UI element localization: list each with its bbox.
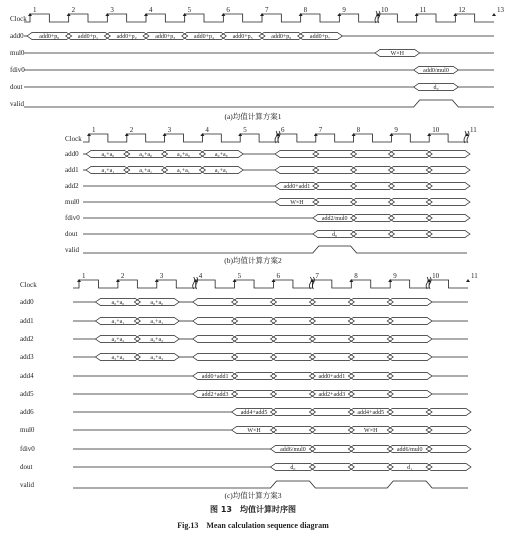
rising-edge-arrow [415,13,419,16]
rising-edge-arrow [314,133,318,136]
clock-tick-label: 6 [281,126,285,134]
bus-value: add2+add3 [318,392,346,398]
bus-value: add0+p₇ [309,34,331,40]
bus-segment [309,318,354,325]
bus-segment [348,391,393,398]
valid-waveform [83,246,467,253]
bus-segment [271,409,316,416]
bus-value: d₁ [407,465,413,471]
signal-label-mul0: mul0 [65,198,80,206]
bus-segment [271,299,316,306]
clock-tick-label: 11 [471,272,478,280]
signal-label-add0: add0 [65,150,79,158]
bus-segment [232,336,277,343]
bus-segment [387,354,432,361]
signal-label-add6: add6 [20,408,34,416]
bus-value: add0+p₆ [271,34,292,40]
bus-segment [309,299,354,306]
signal-label-add1: add1 [20,317,34,325]
signal-label-mul0: mul0 [10,49,25,57]
bus-segment [348,318,393,325]
clock-tick-label: 5 [237,272,242,280]
signal-label-add2: add2 [65,182,79,190]
clock-tick-label: 8 [354,272,358,280]
bus-value: add0+p₁ [77,34,99,40]
clock-tick-label: 5 [187,6,192,14]
bus-segment [348,354,393,361]
bus-segment [271,373,316,380]
signal-label-add0: add0 [20,298,34,306]
bus-segment [426,427,471,434]
bus-value: a₀+a₀ [150,300,164,306]
bus-value: a₀+a₀ [139,152,153,158]
bus-value: a₀+a₀ [111,300,125,306]
clock-tick-label: 2 [71,6,76,14]
bus-segment [271,336,316,343]
bus-value: a₃+a₃ [150,355,164,361]
clock-tick-label: 4 [149,6,153,14]
bus-value: add6/mul0 [280,447,306,453]
figure-caption-en: Fig.13 Mean calculation sequence diagram [177,521,329,530]
bus-segment [387,391,432,398]
figure-caption-cn: 图 13 均值计算时序图 [210,505,296,514]
clock-tick-label: 6 [276,272,280,280]
rising-edge-arrow [427,133,431,136]
signal-label-fdiv0: fdiv0 [65,214,80,222]
signal-label-add4: add4 [20,372,34,380]
bus-segment [426,409,471,416]
rising-edge-arrow [260,13,264,16]
clock-waveform [24,14,494,22]
clock-label: Clock [10,15,27,23]
signal-label-add0: add0 [10,32,24,40]
bus-value: W×H [390,51,405,57]
bus-value: a₂+a₂ [111,337,125,343]
bus-value: a₀+a₀ [101,152,115,158]
rising-edge-arrow [349,279,353,282]
time-break-mark [464,131,466,143]
clock-tick-label: 4 [205,126,209,134]
timing-diagram-c [20,272,478,489]
rising-edge-arrow [299,13,303,16]
clock-tick-label: 6 [226,6,230,14]
clock-tick-label: 11 [470,126,477,134]
bus-segment [309,427,354,434]
bus-value: add2/mul0 [321,216,348,222]
bus-value: add0/mul0 [423,68,449,74]
signal-label-add5: add5 [20,390,34,398]
rising-edge-arrow [272,279,276,282]
bus-segment [309,409,354,416]
clock-tick-label: 4 [198,272,203,280]
bus-value: a₃+a₃ [111,355,125,361]
signal-label-valid: valid [10,100,24,108]
signal-label-dout: dout [10,83,23,91]
bus-value: add6/mul0 [396,447,423,453]
bus-value: a₁+a₁ [101,168,115,174]
clock-tick-label: 10 [432,126,440,134]
clock-tick-label: 7 [265,6,269,14]
rising-edge-arrow [183,13,187,16]
bus-value: add0+add1 [201,374,229,380]
rising-edge-arrow [200,133,204,136]
bus-value: add4+add5 [357,410,385,416]
bus-segment [348,446,393,453]
time-break-mark [375,11,377,23]
rising-edge-arrow [144,13,148,16]
bus-segment [309,446,354,453]
clock-tick-label: 12 [458,6,466,14]
signal-label-add1: add1 [65,166,79,174]
clock-tick-label: 3 [159,272,164,280]
timing-diagram-b [65,126,477,254]
bus-segment [387,373,432,380]
signal-label-fdiv0: fdiv0 [10,66,25,74]
clock-tick-label: 8 [356,126,361,134]
signal-label-fdiv0: fdiv0 [20,445,35,453]
bus-segment [387,409,432,416]
bus-segment [232,299,277,306]
bus-segment [193,318,238,325]
clock-tick-label: 9 [342,6,346,14]
rising-edge-arrow [389,133,393,136]
clock-tick-label: 3 [110,6,114,14]
clock-tick-label: 7 [318,126,323,134]
clock-tick-label: 7 [315,272,319,280]
signal-label-dout: dout [20,463,33,471]
bus-segment [232,391,277,398]
rising-edge-arrow [492,13,496,16]
bus-value: a₀+a₀ [214,152,228,158]
time-break-mark [275,131,277,143]
clock-tick-label: 2 [120,272,125,280]
bus-segment [309,336,354,343]
bus-segment [193,299,238,306]
rising-edge-arrow [77,279,81,282]
clock-tick-label: 10 [432,272,440,280]
signal-label-add3: add3 [20,353,34,361]
rising-edge-arrow [125,133,129,136]
rising-edge-arrow [67,13,71,16]
bus-segment [232,318,277,325]
bus-segment [387,336,432,343]
signal-label-dout: dout [65,230,78,238]
bus-value: add0+p₄ [193,34,215,40]
bus-segment [271,354,316,361]
rising-edge-arrow [221,13,225,16]
bus-segment [387,299,432,306]
bus-value: a₁+a₁ [150,319,164,325]
bus-value: d₀ [290,465,296,471]
time-break-mark [426,277,428,289]
bus-value: a₁+a₁ [177,168,190,174]
clock-tick-label: 11 [419,6,427,14]
rising-edge-arrow [352,133,356,136]
rising-edge-arrow [388,279,392,282]
valid-waveform [73,481,468,488]
bus-segment [348,336,393,343]
signal-label-valid: valid [65,246,79,254]
bus-segment [271,318,316,325]
bus-segment [232,354,277,361]
valid-waveform [24,100,494,107]
bus-value: W×H [247,428,261,434]
bus-segment [348,299,393,306]
bus-segment [348,373,393,380]
bus-value: a₁+a₁ [139,168,153,174]
bus-value: d₀ [433,85,439,91]
bus-value: d₀ [332,232,338,238]
rising-edge-arrow [453,13,457,16]
bus-segment [232,373,277,380]
bus-value: add0+p₅ [232,34,253,40]
clock-tick-label: 1 [82,272,86,280]
clock-tick-label: 10 [381,6,388,14]
bus-value: a₁+a₁ [214,168,228,174]
rising-edge-arrow [238,133,242,136]
signal-label-valid: valid [20,481,34,489]
clock-label: Clock [20,281,37,289]
clock-tick-label: 1 [33,6,37,14]
clock-tick-label: 9 [394,126,398,134]
bus-value: a₁+a₁ [111,319,125,325]
bus-segment [387,318,432,325]
clock-tick-label: 8 [303,6,308,14]
caption-a: (a)均值计算方案1 [224,112,282,121]
bus-value: W×H [364,428,378,434]
time-break-mark [193,277,195,289]
time-break-mark [309,277,311,289]
signal-label-add2: add2 [20,335,34,343]
clock-waveform [73,280,468,288]
bus-value: add0+p₂ [116,34,137,40]
bus-value: a₀+a₀ [177,152,190,158]
bus-value: add0+add1 [318,374,346,380]
bus-value: a₂+a₂ [150,337,164,343]
bus-segment [271,391,316,398]
rising-edge-arrow [337,13,341,16]
bus-value: add4+add5 [240,410,268,416]
bus-segment [426,446,471,453]
caption-b: (b)均值计算方案2 [224,256,282,265]
rising-edge-arrow [155,279,159,282]
rising-edge-arrow [116,279,120,282]
rising-edge-arrow [28,13,32,16]
clock-tick-label: 3 [167,126,172,134]
bus-value: add2+add3 [201,392,229,398]
clock-tick-label: 2 [129,126,134,134]
rising-edge-arrow [466,279,470,282]
caption-c: (c)均值计算方案3 [224,491,282,500]
bus-value: add0+add1 [283,184,311,190]
rising-edge-arrow [105,13,109,16]
clock-label: Clock [65,135,82,143]
rising-edge-arrow [233,279,237,282]
bus-value: add0+p₃ [155,34,176,40]
bus-value: W×H [290,200,304,206]
bus-segment [426,464,471,471]
clock-tick-label: 5 [243,126,247,134]
bus-segment [309,354,354,361]
bus-value: add0+p₀ [39,34,60,40]
bus-segment [193,336,238,343]
bus-segment [348,464,393,471]
time-break-mark [467,131,469,143]
bus-segment [387,427,432,434]
rising-edge-arrow [163,133,167,136]
bus-segment [271,427,316,434]
timing-diagram-a [10,6,505,108]
bus-segment [193,354,238,361]
rising-edge-arrow [87,133,91,136]
clock-tick-label: 1 [92,126,96,134]
clock-tick-label: 9 [393,272,397,280]
clock-tick-label: 13 [497,6,504,14]
bus-segment [309,464,354,471]
signal-label-mul0: mul0 [20,426,35,434]
